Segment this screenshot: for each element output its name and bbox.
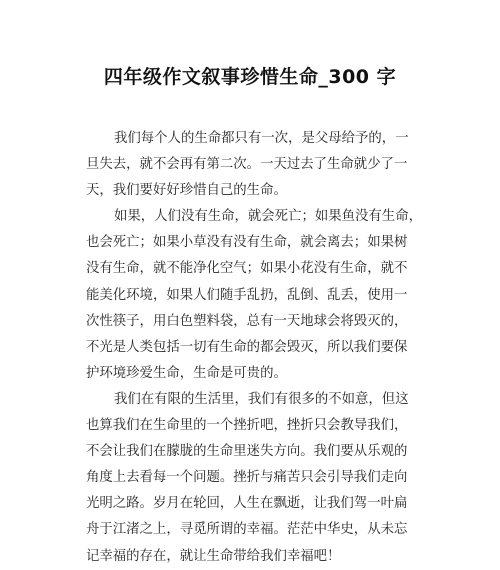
essay-line: 光明之路。岁月在轮回，人生在飘逝，让我们驾一叶扁 — [86, 496, 408, 512]
essay-line: 记幸福的存在，就让生命带给我们幸福吧！ — [86, 548, 341, 564]
essay-line: 不光是人类包括一切有生命的都会毁灭，所以我们要保 — [86, 339, 408, 355]
essay-line: 也算我们在生命里的一个挫折吧，挫折只会教导我们， — [86, 418, 408, 434]
essay-body — [86, 126, 426, 570]
essay-line: 也会死亡；如果小草没有没有生命，就会离去；如果树 — [86, 235, 408, 251]
essay-line: 我们每个人的生命都只有一次，是父母给予的，一 — [114, 131, 409, 146]
essay-line: 天，我们要好好珍惜自己的生命。 — [86, 183, 287, 199]
essay-line: 没有生命，就不能净化空气；如果小花没有生命，就不 — [86, 261, 408, 277]
essay-line: 能美化环境，如果人们随手乱扔，乱倒、乱丢，使用一 — [86, 287, 408, 303]
essay-line: 次性筷子，用白色塑料袋，总有一天地球会将毁灭的， — [86, 313, 408, 329]
essay-line: 舟于江渚之上，寻觅所谓的幸福。茫茫中华史，从未忘 — [86, 522, 408, 538]
document-title: 四年级作文叙事珍惜生命_300 字 — [103, 66, 397, 88]
essay-line: 我们在有限的生活里，我们有很多的不如意，但这 — [114, 391, 409, 407]
essay-line: 角度上去看每一个问题。挫折与痛苦只会引导我们走向 — [86, 470, 408, 486]
essay-line: 不会让我们在朦胧的生命里迷失方向。我们要从乐观的 — [86, 444, 408, 460]
essay-line: 如果，人们没有生命，就会死亡；如果鱼没有生命， — [114, 209, 422, 225]
essay-line: 旦失去，就不会再有第二次。一天过去了生命就少了一 — [86, 157, 408, 173]
essay-line: 护环境珍爱生命，生命是可贵的。 — [86, 365, 287, 381]
